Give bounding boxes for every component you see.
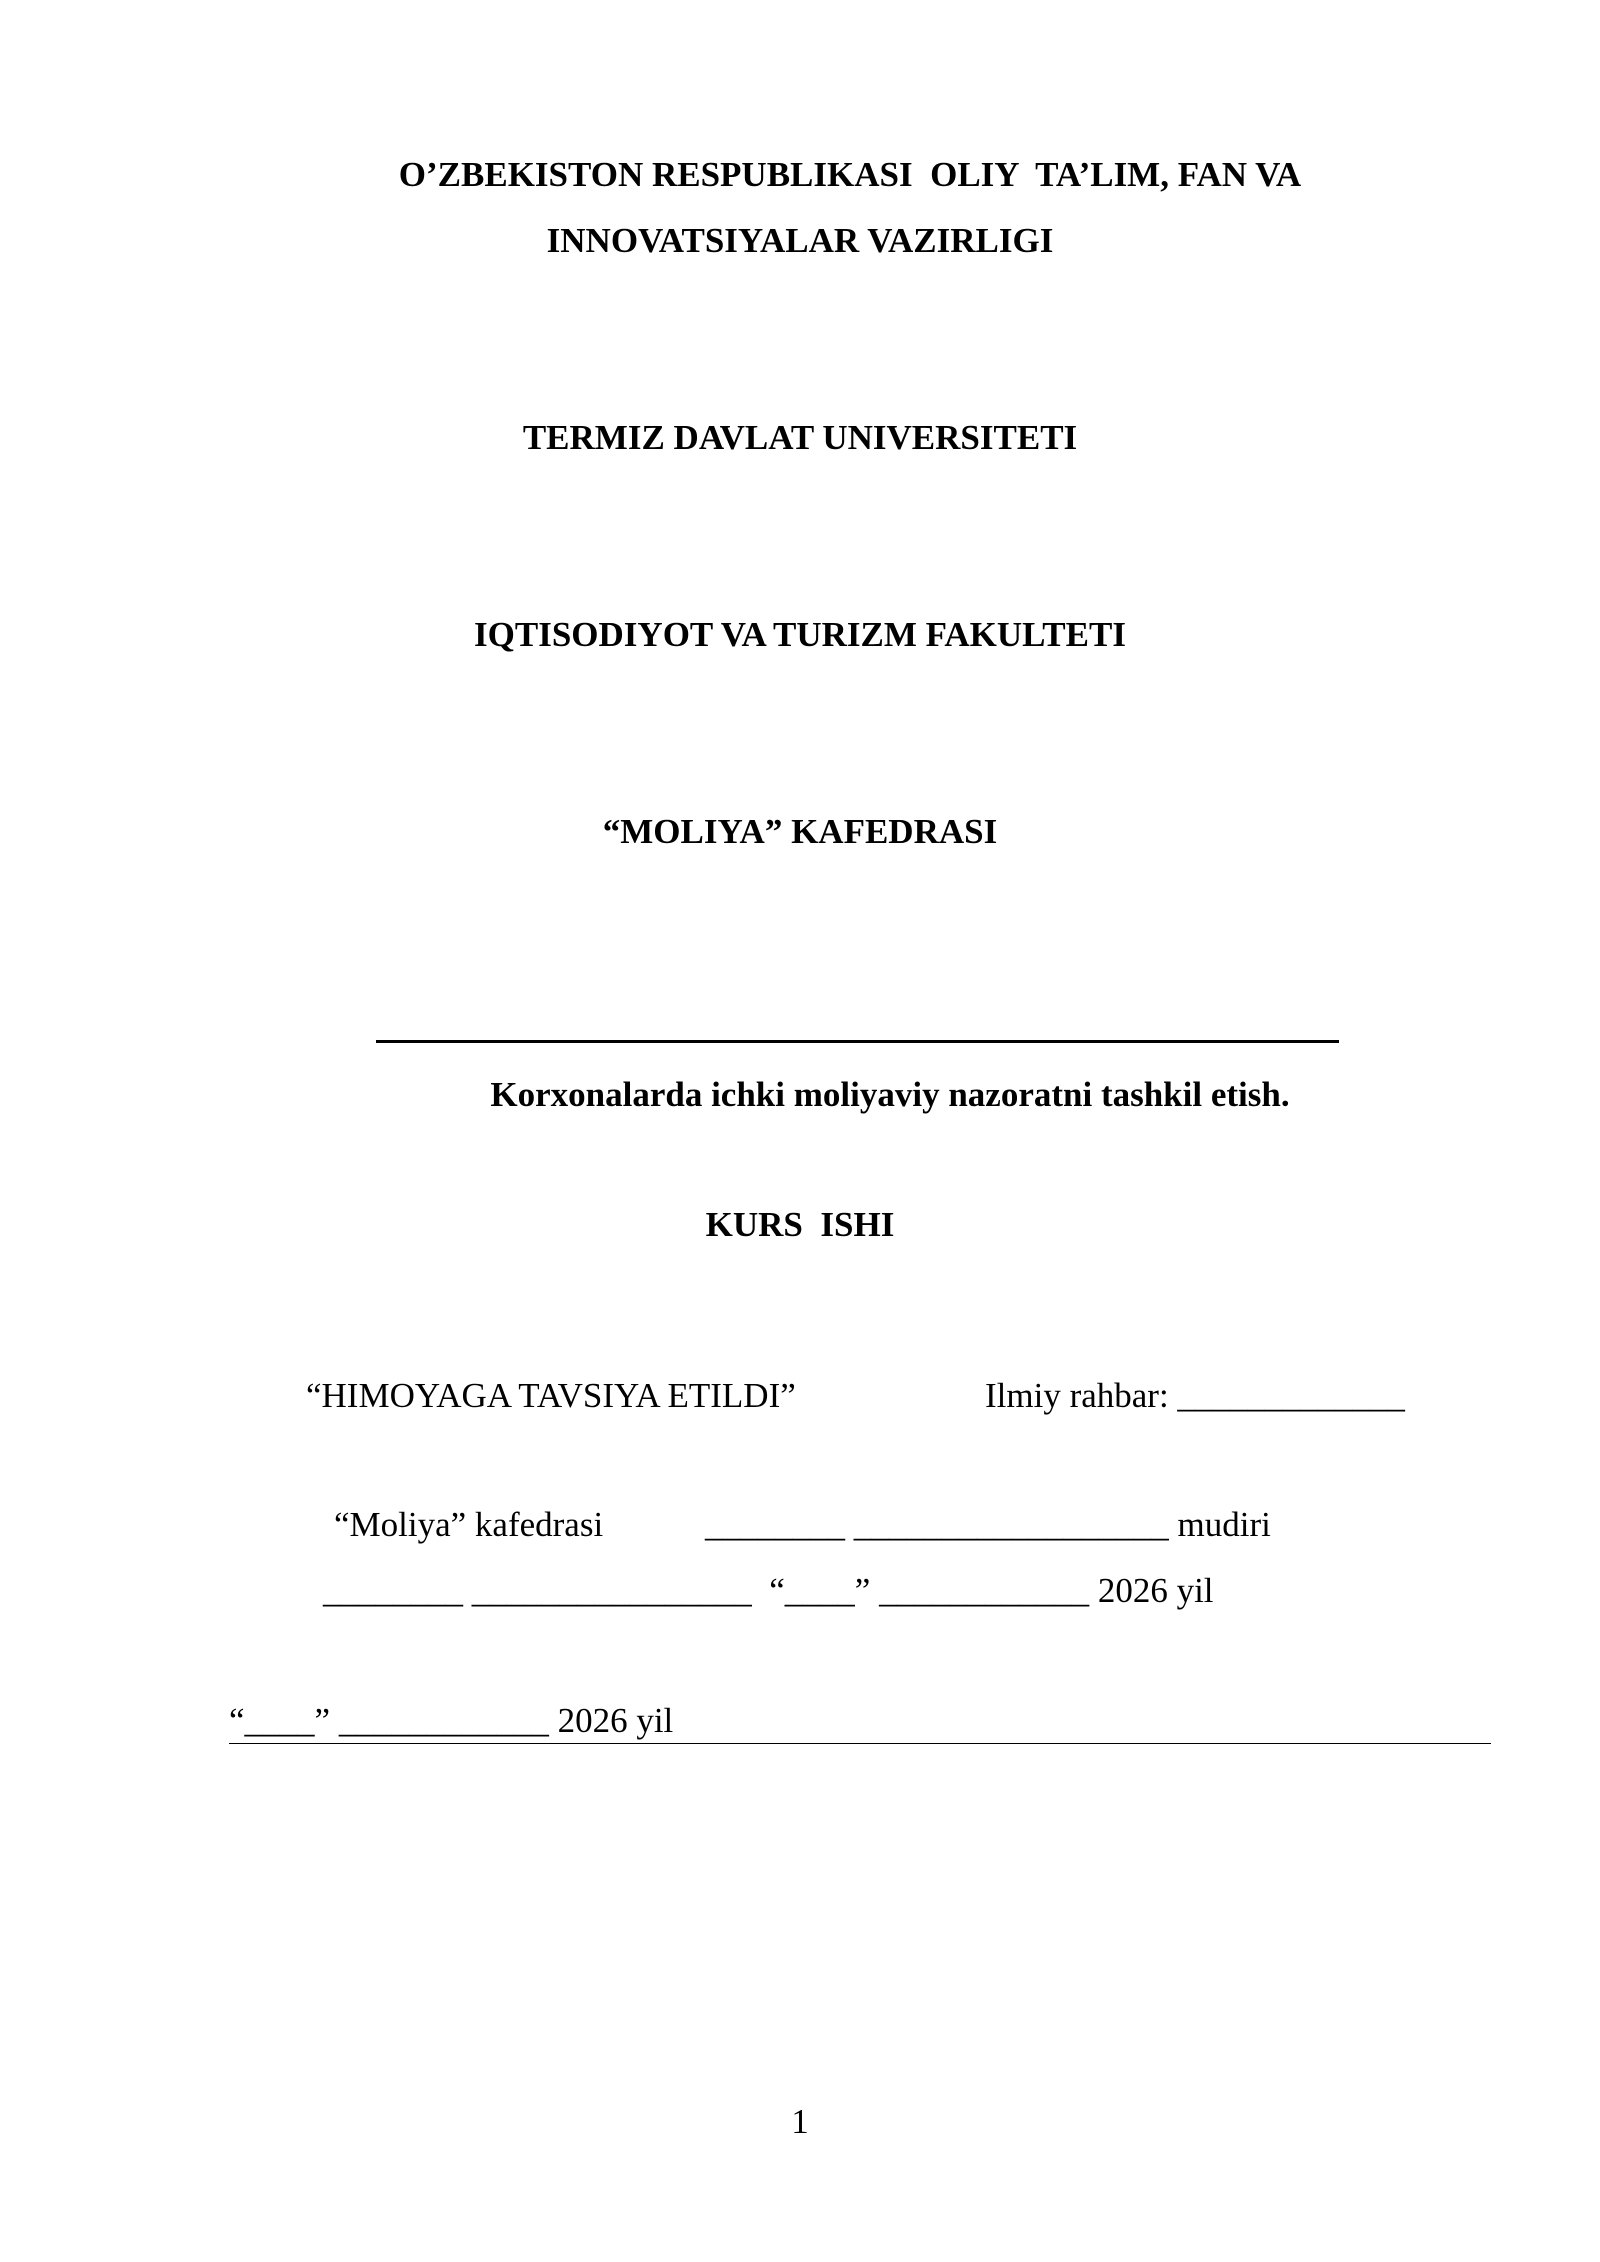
ministry-heading-line-1: O’ZBEKISTON RESPUBLIKASI OLIY TA’LIM, FAN VA xyxy=(398,155,1302,194)
department-heading: “MOLIYA” KAFEDRASI xyxy=(602,812,998,851)
ministry-heading-line-2: INNOVATSIYALAR VAZIRLIGI xyxy=(546,221,1054,260)
page-number: 1 xyxy=(791,2102,809,2141)
work-type-heading: KURS ISHI xyxy=(705,1205,895,1244)
university-heading: TERMIZ DAVLAT UNIVERSITETI xyxy=(522,418,1078,457)
recommendation-label: “HIMOYAGA TAVSIYA ETILDI” xyxy=(306,1376,796,1415)
topic-title: Korxonalarda ichki moliyaviy nazoratni tashkil etish. xyxy=(490,1075,1290,1114)
supervisor-line: Ilmiy rahbar: _____________ xyxy=(985,1376,1405,1415)
department-head-line: ________ __________________ mudiri xyxy=(705,1505,1271,1544)
faculty-heading: IQTISODIYOT VA TURIZM FAKULTETI xyxy=(474,615,1126,654)
bottom-rule xyxy=(229,1743,1491,1744)
title-rule xyxy=(376,1040,1339,1043)
date-line: “____” ____________ 2026 yil xyxy=(229,1701,674,1740)
department-label: “Moliya” kafedrasi xyxy=(334,1505,604,1544)
signature-date-line: ________ ________________ “____” ____________ 2026 yil xyxy=(323,1571,1214,1610)
